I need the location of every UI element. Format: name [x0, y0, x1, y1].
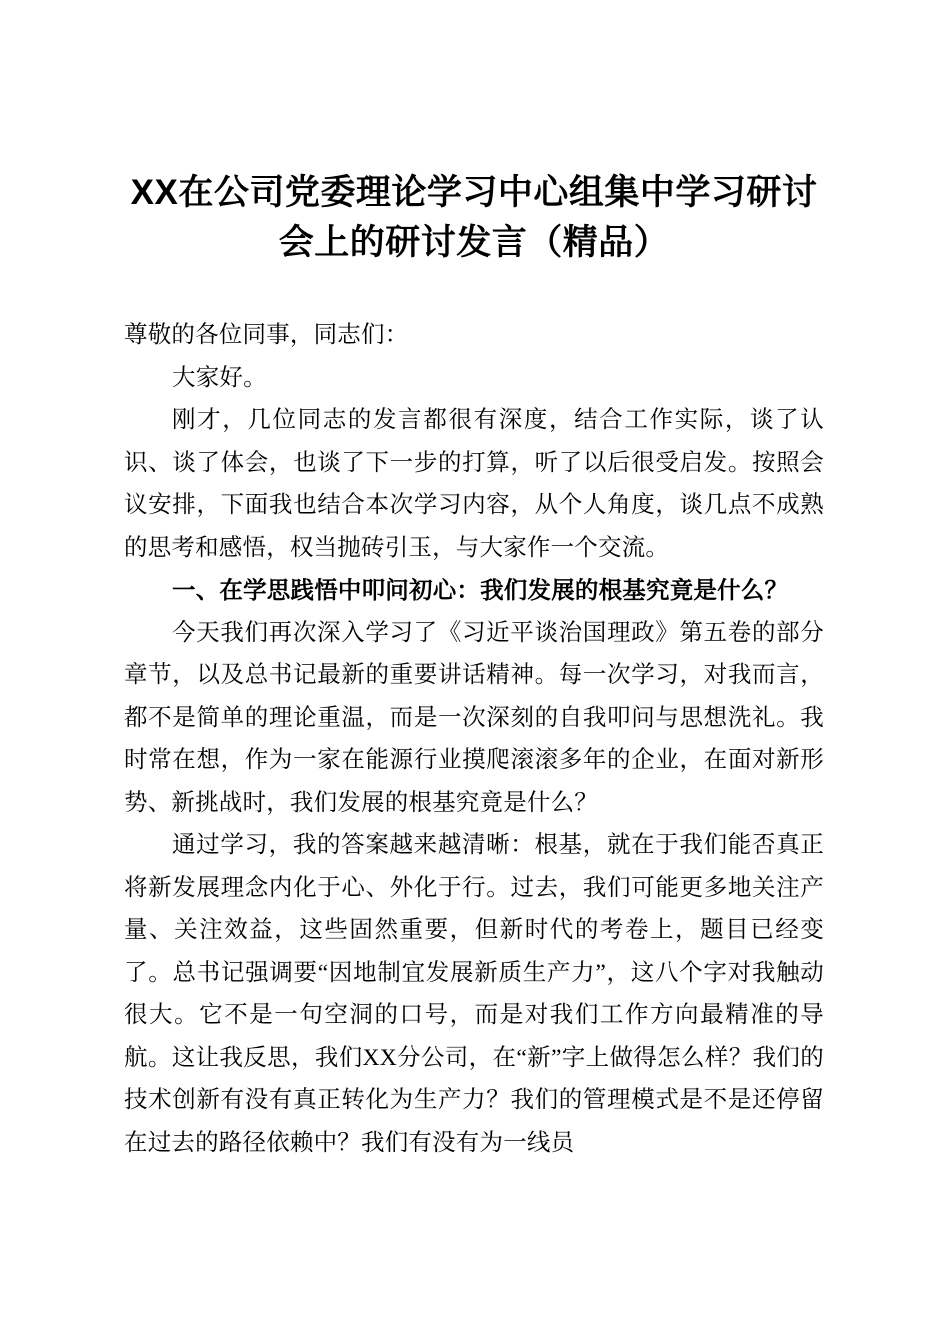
section-heading-one: 一、在学思践悟中叩问初心：我们发展的根基究竟是什么？ — [172, 577, 789, 603]
document-content — [124, 168, 824, 1164]
paragraph-body-2: 通过学习，我的答案越来越清晰：根基，就在于我们能否真正将新发展理念内化于心、外化于行。过去，我们可能更多地关注产量、关注效益，这些固然重要，但新时代的考卷上，题目已经变了。总书记强调要“因地制宜发展新质生产力”，这八个字对我触动很大。它不是一句空洞的口号，而是对我们工作方向最精准的导航。这让我反思，我们XX分公司，在“新”字上做得怎么样？我们的技术创新有没有真正转化为生产力？我们的管理模式是不是还停留在过去的路径依赖中？我们有没有为一线员 — [124, 832, 824, 1156]
paragraph-opening-remarks: 刚才，几位同志的发言都很有深度，结合工作实际，谈了认识、谈了体会，也谈了下一步的打算，听了以后很受启发。按照会议安排，下面我也结合本次学习内容，从个人角度，谈几点不成熟的思考和感悟，权当抛砖引玉，与大家作一个交流。 — [124, 407, 824, 561]
paragraph-body-1: 今天我们再次深入学习了《习近平谈治国理政》第五卷的部分章节，以及总书记最新的重要讲话精神。每一次学习，对我而言，都不是简单的理论重温，而是一次深刻的自我叩问与思想洗礼。我时常在想，作为一家在能源行业摸爬滚滚多年的企业，在面对新形势、新挑战时，我们发展的根基究竟是什么？ — [124, 619, 824, 816]
page-title: XX在公司党委理论学习中心组集中学习研讨会上的研讨发言（精品） — [130, 173, 818, 262]
paragraph-greeting: 大家好。 — [172, 364, 267, 391]
paragraph-salutation: 尊敬的各位同事，同志们： — [124, 322, 409, 348]
